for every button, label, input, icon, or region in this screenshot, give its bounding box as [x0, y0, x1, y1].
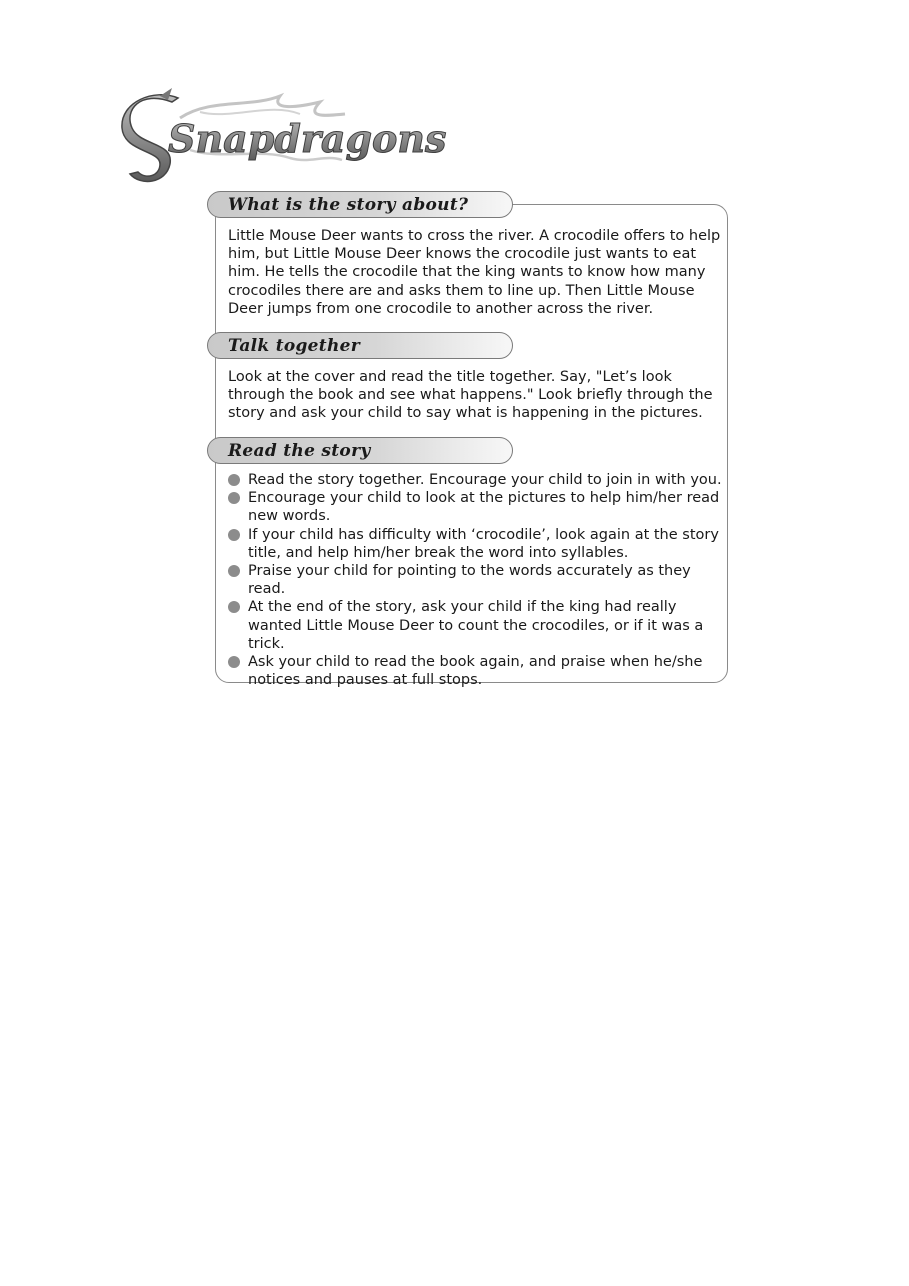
- list-item: Praise your child for pointing to the words accurately as they read.: [228, 562, 726, 598]
- section-tab-story-about: [207, 191, 513, 218]
- bullet-dot-icon: [228, 492, 240, 504]
- list-item: At the end of the story, ask your child if the king had really wanted Little Mouse Deer to count the crocodiles, or if it was a trick.: [228, 598, 726, 653]
- section-title-read-story: Read the story: [228, 440, 371, 461]
- bullet-dot-icon: [228, 529, 240, 541]
- bullet-dot-icon: [228, 656, 240, 668]
- bullet-dot-icon: [228, 565, 240, 577]
- bullet-dot-icon: [228, 474, 240, 486]
- bullet-dot-icon: [228, 601, 240, 613]
- talk-together-text: Look at the cover and read the title together. Say, "Let’s look through the book and see what happens." Look briefly through the story and ask your child to say what is happening in the pictures.: [228, 369, 713, 422]
- list-item: Read the story together. Encourage your child to join in with you.: [228, 471, 726, 489]
- read-story-list: [228, 471, 726, 689]
- logo-text: Snapdragons: [168, 116, 447, 161]
- list-item: Ask your child to read the book again, and praise when he/she notices and pauses at full stops.: [228, 653, 726, 689]
- list-item: If your child has difficulty with ‘crocodile’, look again at the story title, and help him/her break the word into syllables.: [228, 526, 726, 562]
- snapdragons-logo: [120, 88, 447, 196]
- section-title-story-about: What is the story about?: [228, 194, 469, 215]
- story-about-text: Little Mouse Deer wants to cross the river. A crocodile offers to help him, but Little Mouse Deer knows the crocodile just wants to eat him. He tells the crocodile that the king wants to know how many crocodiles there are and asks them to line up. Then Little Mouse Deer jumps from one crocodile to another across the river.: [228, 228, 721, 317]
- section-tab-talk-together: [207, 332, 513, 359]
- section-title-talk-together: Talk together: [228, 335, 360, 356]
- section-tab-read-story: [207, 437, 513, 464]
- list-item: Encourage your child to look at the pictures to help him/her read new words.: [228, 489, 726, 525]
